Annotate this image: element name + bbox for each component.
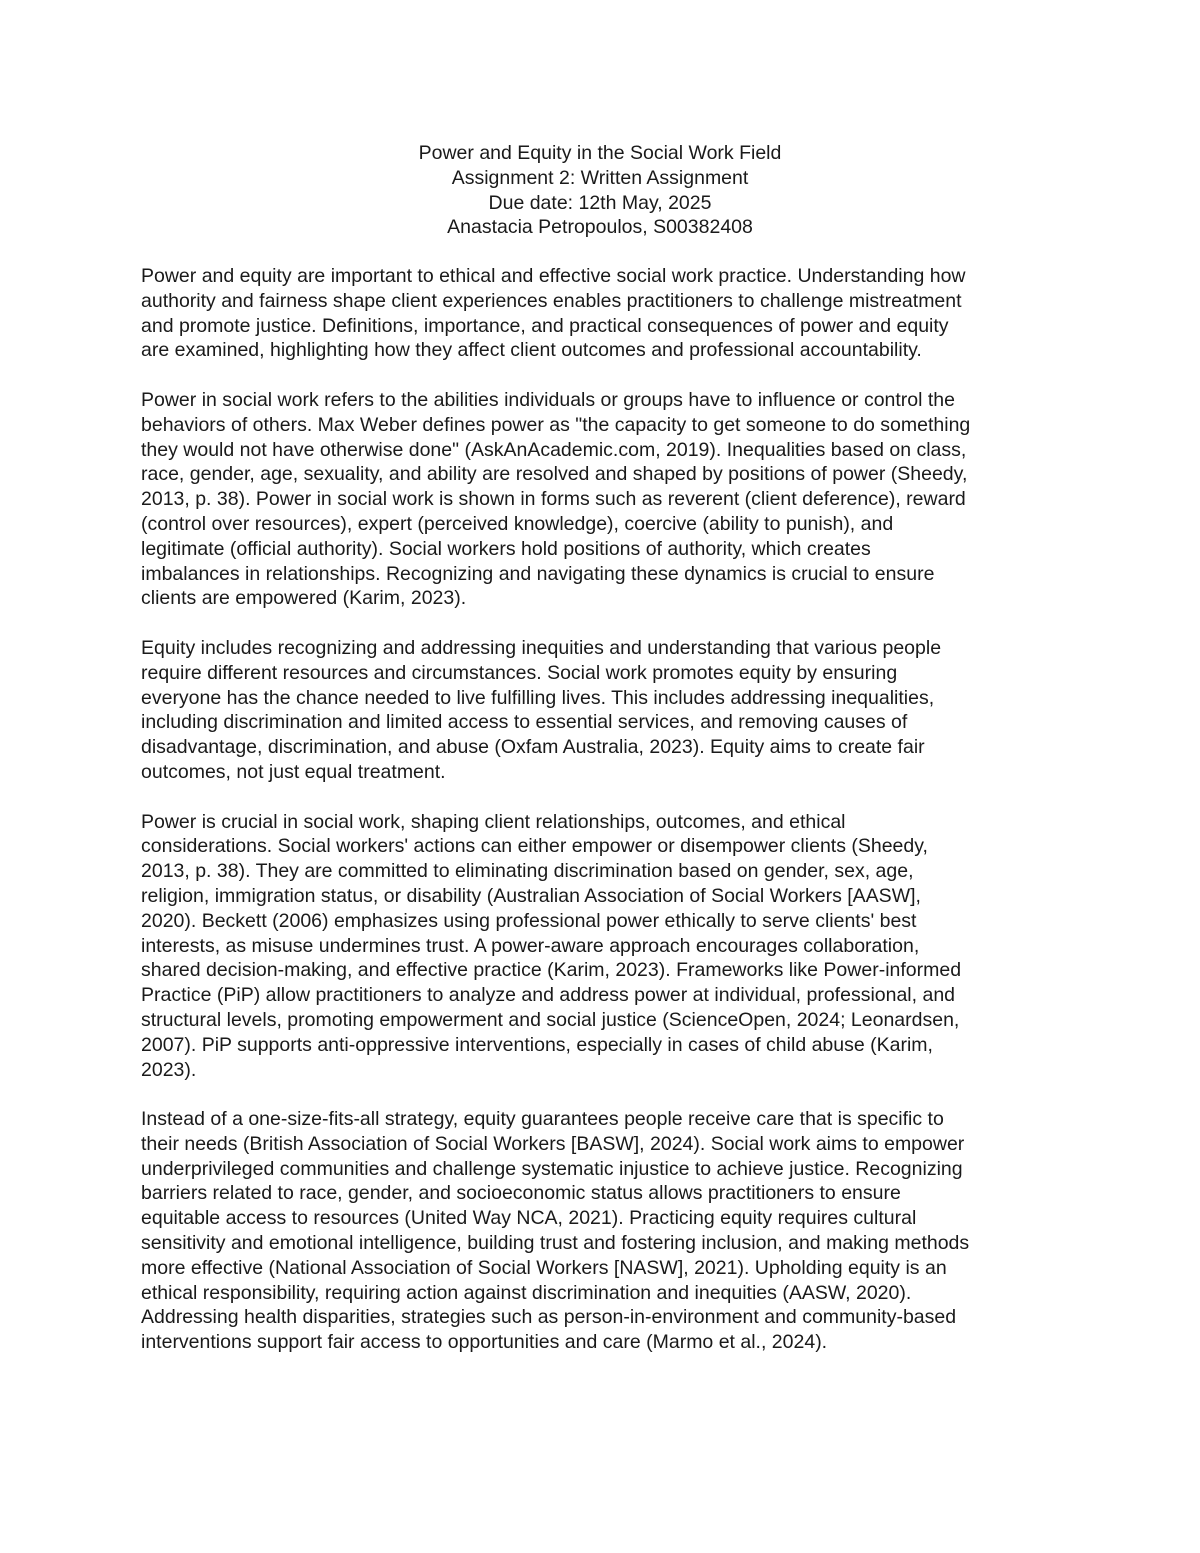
text-line: Power and equity are important to ethical and effective social work practice. Understanding how [141, 265, 966, 287]
text-line: imbalances in relationships. Recognizing and navigating these dynamics is crucial to ensure [141, 562, 935, 585]
text-line: 2023). [141, 1058, 197, 1081]
text-line: (control over resources), expert (perceived knowledge), coercive (ability to punish), and [141, 512, 894, 535]
text-line: 2013, p. 38). Power in social work is shown in forms such as reverent (client deference), reward [141, 488, 966, 511]
text-line: behaviors of others. Max Weber defines power as "the capacity to get someone to do something [141, 413, 971, 436]
text-line: Power is crucial in social work, shaping client relationships, outcomes, and ethical [141, 810, 846, 833]
text-line: authority and fairness shape client experiences enables practitioners to challenge mistreatment [141, 289, 962, 312]
text-line: Equity includes recognizing and addressing inequities and understanding that various people [141, 636, 942, 659]
text-line: outcomes, not just equal treatment. [141, 760, 446, 783]
paragraph-equity-importance [141, 1107, 1061, 1355]
text-line: structural levels, promoting empowerment and social justice (ScienceOpen, 2024; Leonardsen, [141, 1008, 960, 1031]
text-line: 2007). PiP supports anti-oppressive interventions, especially in cases of child abuse (Karim, [141, 1033, 933, 1056]
text-line: clients are empowered (Karim, 2023). [141, 587, 467, 610]
text-line: everyone has the chance needed to live fulfilling lives. This includes addressing inequalities, [141, 686, 935, 709]
document-title: Power and Equity in the Social Work Field [418, 142, 782, 164]
text-line: 2020). Beckett (2006) emphasizes using professional power ethically to serve clients' best [141, 909, 917, 932]
text-line: interests, as misuse undermines trust. A power-aware approach encourages collaboration, [141, 934, 920, 957]
text-line: religion, immigration status, or disability (Australian Association of Social Workers [AASW], [141, 884, 921, 907]
text-line: including discrimination and limited access to essential services, and removing causes of [141, 711, 908, 734]
text-line: Power in social work refers to the abilities individuals or groups have to influence or control the [141, 388, 956, 411]
text-line: legitimate (official authority). Social workers hold positions of authority, which creates [141, 537, 871, 560]
text-line: Addressing health disparities, strategies such as person-in-environment and community-based [141, 1306, 957, 1329]
text-line: shared decision-making, and effective practice (Karim, 2023). Frameworks like Power-informed [141, 959, 962, 982]
paragraph-power-importance [141, 810, 1061, 1083]
text-line: disadvantage, discrimination, and abuse (Oxfam Australia, 2023). Equity aims to create fair [141, 736, 925, 759]
text-line: Practice (PiP) allow practitioners to analyze and address power at individual, professional, and [141, 984, 956, 1007]
text-line: Instead of a one-size-fits-all strategy, equity guarantees people receive care that is specific to [141, 1108, 944, 1131]
text-line: their needs (British Association of Social Workers [BASW], 2024). Social work aims to empower [141, 1132, 965, 1155]
text-line: more effective (National Association of Social Workers [NASW], 2021). Upholding equity is an [141, 1256, 947, 1279]
due-date: Due date: 12th May, 2025 [488, 191, 712, 214]
text-line: race, gender, age, sexuality, and ability are resolved and shaped by positions of power (Sheedy, [141, 463, 968, 486]
text-line: interventions support fair access to opportunities and care (Marmo et al., 2024). [141, 1331, 828, 1354]
text-line: equitable access to resources (United Way NCA, 2021). Practicing equity requires cultural [141, 1207, 917, 1230]
paragraph-equity-definition [141, 636, 1061, 785]
text-line: 2013, p. 38). They are committed to eliminating discrimination based on gender, sex, age, [141, 860, 914, 883]
text-line: are examined, highlighting how they affect client outcomes and professional accountability. [141, 339, 922, 362]
text-line: and promote justice. Definitions, importance, and practical consequences of power and equity [141, 314, 949, 337]
text-line: require different resources and circumstances. Social work promotes equity by ensuring [141, 661, 898, 684]
document-body [141, 264, 1061, 1380]
paragraph-power-definition [141, 388, 1061, 611]
title-block [140, 141, 1060, 240]
text-line: considerations. Social workers' actions can either empower or disempower clients (Sheedy, [141, 835, 928, 858]
text-line: ethical responsibility, requiring action against discrimination and inequities (AASW, 2020). [141, 1281, 912, 1304]
text-line: they would not have otherwise done" (AskAnAcademic.com, 2019). Inequalities based on class, [141, 438, 967, 461]
text-line: underprivileged communities and challenge systematic injustice to achieve justice. Recognizing [141, 1157, 963, 1180]
assignment-label: Assignment 2: Written Assignment [451, 166, 749, 189]
text-line: barriers related to race, gender, and socioeconomic status allows practitioners to ensure [141, 1182, 901, 1205]
paragraph-intro [141, 264, 1061, 363]
text-line: sensitivity and emotional intelligence, building trust and fostering inclusion, and making methods [141, 1232, 970, 1255]
author-line: Anastacia Petropoulos, S00382408 [447, 216, 753, 239]
